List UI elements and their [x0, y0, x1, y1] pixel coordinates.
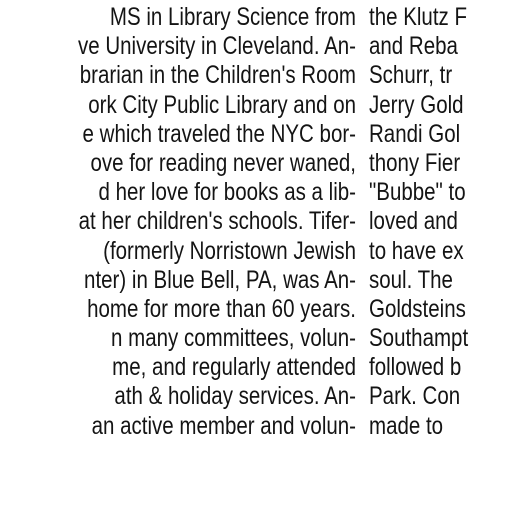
- text-line: ove for reading never waned,: [90, 148, 356, 177]
- text-line: me, and regularly attended: [112, 353, 356, 382]
- text-line: home for more than 60 years.: [87, 294, 356, 323]
- text-line: MS in Library Science from: [109, 3, 356, 31]
- text-line: Jerry Gold: [369, 90, 464, 119]
- text-line: Schurr, tr: [369, 61, 453, 90]
- text-line: loved and: [369, 207, 458, 236]
- text-line: e which traveled the NYC bor-: [82, 119, 356, 148]
- text-line: an active member and volun-: [91, 411, 356, 440]
- text-line: ve University in Cleveland. An-: [77, 32, 356, 61]
- text-line: ath & holiday services. An-: [114, 382, 356, 411]
- text-line: followed b: [369, 353, 462, 382]
- text-line: ork City Public Library and on: [88, 90, 356, 119]
- text-line: made to: [369, 411, 444, 440]
- text-line: (formerly Norristown Jewish: [103, 236, 356, 265]
- text-line: Southampt: [369, 324, 469, 353]
- text-line: [369, 441, 500, 470]
- text-line: Randi Gol: [369, 119, 461, 148]
- right-text-column: [369, 3, 512, 470]
- text-line: n many committees, volun-: [111, 324, 356, 353]
- text-line: [64, 441, 356, 470]
- text-line: nter) in Blue Bell, PA, was An-: [84, 265, 356, 294]
- text-line: the Klutz F: [369, 3, 467, 31]
- text-line: thony Fier: [369, 148, 461, 177]
- text-line: "Bubbe" to: [369, 178, 466, 207]
- text-line: soul. The: [369, 265, 453, 294]
- left-text-column: [0, 3, 356, 470]
- text-line: and Reba: [369, 32, 458, 61]
- text-line: Park. Con: [369, 382, 461, 411]
- text-line: to have ex: [369, 236, 464, 265]
- text-line: brarian in the Children's Room: [79, 61, 356, 90]
- text-line: d her love for books as a lib-: [98, 178, 356, 207]
- text-line: at her children's schools. Tifer-: [78, 207, 356, 236]
- text-line: Goldsteins: [369, 294, 466, 323]
